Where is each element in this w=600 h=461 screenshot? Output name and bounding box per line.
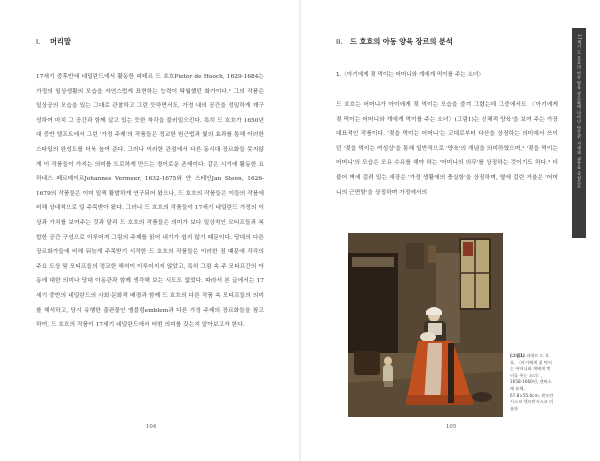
painting-image	[348, 233, 503, 417]
section-title: 머리말	[50, 37, 71, 46]
paragraph: 드 호흐는 어머니가 아이에게 젖 먹이는 모습을 즐겨 그렸는데 그중에서도 〈아기에게 젖 먹이는 어머니와 개에게 먹이를 주는 소녀〉(그림1)는 신체적 양육'을 보여 주는 가장 대표적인 작품이다. '젖을 먹이는 어머니'는 고대로부터 다산을 상징하는 의미에서 쓰이던 '젖을 먹이는 여성상'을 통해 일반적으로 '양육'의 개념을 의미하였으며,² '젖을 먹이는 어머니'의 모습은 모유 수유를 해야 하는 '어머니의 의무'를 상징하는 것이기도 하다.³ 더불어 벽에 걸려 있는 새장은 '가정 생활에의 충실함'을 상징하며, 옆에 걸린 거울은 '어머니의 근면함'을 상징하며 가정에서의	[336, 102, 558, 196]
right-page	[300, 0, 600, 461]
page-number-left: 104	[146, 424, 157, 430]
paragraph: 17세기 중후반에 네덜란드에서 활동한 피테르 드 호흐Pieter de Hooch, 1629-1684는 가정의 일상생활의 모습을 자연스럽게 표현하는 능력이 탁월했던 화가이다.¹ 그의 작품은 일상공의 모습을 있는 그대로 관찰하고 그린 듯하면서도, 가정 내의 공간을 정밀하게 재구성하여 마치 그 공간과 함께 살고 있는 듯한 착각을 불러일으킨다. 특히 드 호흐가 1650년대 중반 델프트에서 그린 '가정 주제'의 작품들은 정교한 원근법과 빛의 효과를 통해 이러한 스타일의 완성도를 더욱 높여 준다. 그러나 이러한 관점에서 다른 동시대 장르화들 못지않게 이 작품들이 가지는 의미를 도로하게 만드는 경이로운 존재이다. 같은 시기에 활동한 요하네스 페르메이르Johannes Vermeer, 1632-1675와 얀 스테인Jan Steen, 1626-1679의 작품들은 이미 일찍 활발하게 연구되어 왔으나, 드 호흐의 작품들은 이들의 작품에 비해 상대적으로 덜 주목받아 왔다. 그러나 드 호흐의 작품들이 17세기 네덜란드 가정의 이상과 가치를 보여주는 것과 달리 드 호흐의 작품들은 의미가 보다 일상적인 모티프들과 복합한 공간 구성으로 이루어져 그림의 주제를 읽어 내기가 쉽지 않기 때문이다. 당대의 다른 장르화가들에 비해 뒤늦게 주목받기 시작한 드 호흐의 작품들은 이러한 점 때문에 각각의 주요 도상 및 모티프들의 정교한 해석이 이루어지지 않았고, 특히 그림 속 주 모티프간의 아동에 대한 의미나 당대 아동관과 함께 생각해 보는 시도도 없었다. 따라서 본 글에서는 17세기 중반의 네덜란드의 사회·문화적 배경과 함께 드 호흐의 다른 작품 속 모티프들의 의미를 해석하고, 당시 유행한 출판물인 엠블럼emblem과 다른 가정 주제의 장르화들을 참고하여, 드 호흐의 작품이 17세기 네덜란드에서 어떤 의미를 갖는지 알아보고자 한다.	[36, 74, 264, 329]
sub-heading: 1.〈아기에게 젖 먹이는 어머니와 개에게 먹이를 주는 소녀〉	[336, 72, 484, 78]
section-heading-right	[336, 37, 453, 47]
caption-text: 피테르 드 호흐, 〈아기에게 젖 먹이는 어머니와 개에게 먹이를 주는 소녀〉, 1658-1660년, 캔버스에 유채, 67.8×55.6cm, 샌프란시스코 샌프란시스코 미술관	[510, 353, 554, 411]
running-title: 17세기 드 호흐의 아동 양육 장르화에 나타난 아동관: 가정과 교육을 중심으로	[577, 34, 582, 189]
left-body-text	[36, 70, 264, 333]
page-number-right: 105	[446, 424, 457, 430]
caption-label: (그림1)	[510, 353, 525, 358]
section-title: 드 호흐의 아동 양육 장르의 분석	[350, 37, 453, 46]
section-number: II.	[336, 37, 343, 46]
section-number: I.	[36, 37, 41, 46]
section-heading-left	[36, 37, 71, 47]
figure-caption	[510, 353, 554, 412]
right-body-text	[336, 98, 558, 200]
side-tab	[572, 28, 586, 238]
